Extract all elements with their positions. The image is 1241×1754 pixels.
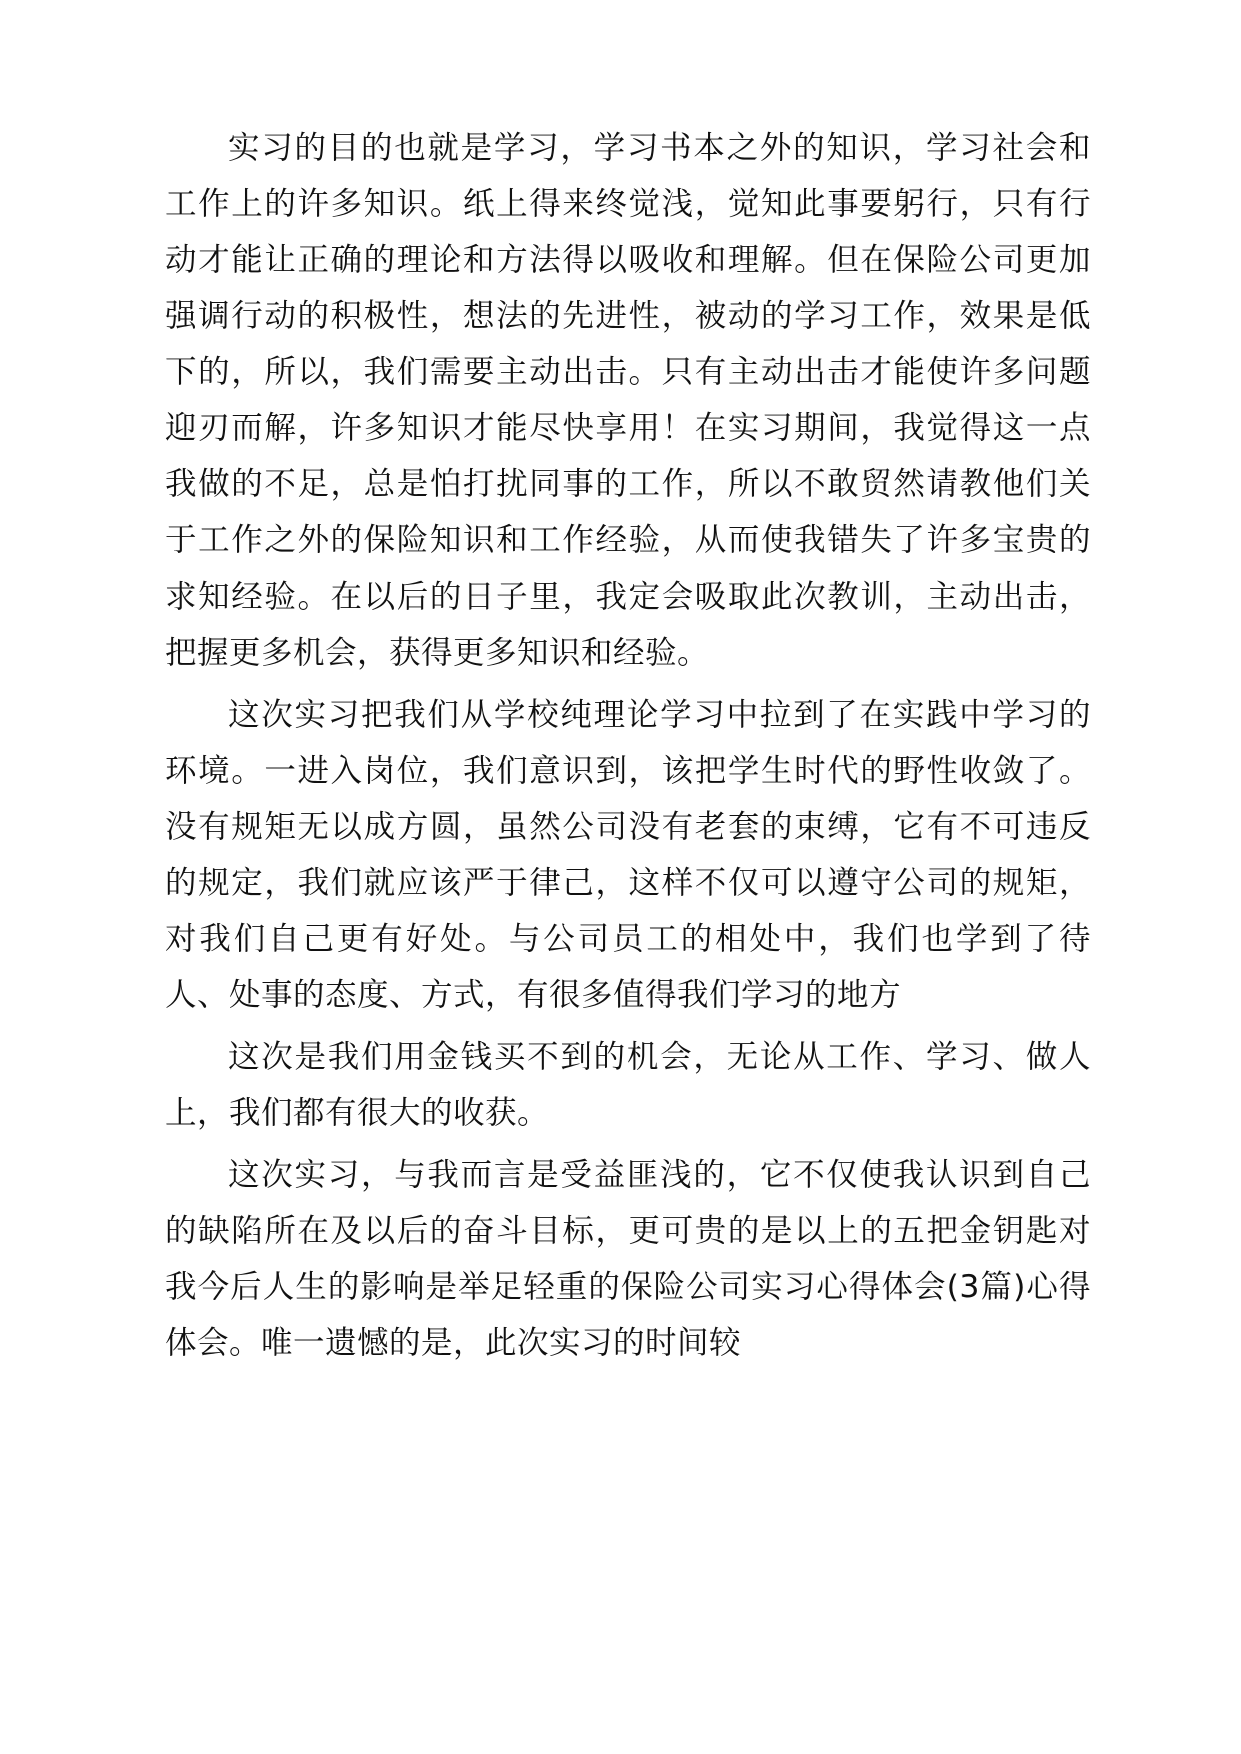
paragraph: 实习的目的也就是学习，学习书本之外的知识，学习社会和工作上的许多知识。纸上得来终觉浅，觉知此事要躬行，只有行动才能让正确的理论和方法得以吸收和理解。但在保险公司更加强调行动的积极性，想法的先进性，被动的学习工作，效果是低下的，所以，我们需要主动出击。只有主动出击才能使许多问题迎刃而解，许多知识才能尽快享用！在实习期间，我觉得这一点我做的不足，总是怕打扰同事的工作，所以不敢贸然请教他们关于工作之外的保险知识和工作经验，从而使我错失了许多宝贵的求知经验。在以后的日子里，我定会吸取此次教训，主动出击，把握更多机会，获得更多知识和经验。 xyxy=(165,130,1091,671)
paragraph: 这次实习，与我而言是受益匪浅的，它不仅使我认识到自己的缺陷所在及以后的奋斗目标，更可贵的是以上的五把金钥匙对我今后人生的影响是举足轻重的保险公司实习心得体会(3篇)心得体会。唯一遗憾的是，此次实习的时间较 xyxy=(165,1157,1091,1362)
paragraph: 这次实习把我们从学校纯理论学习中拉到了在实践中学习的环境。一进入岗位，我们意识到，该把学生时代的野性收敛了。没有规矩无以成方圆，虽然公司没有老套的束缚，它有不可违反的规定，我们就应该严于律己，这样不仅可以遵守公司的规矩，对我们自己更有好处。与公司员工的相处中，我们也学到了待人、处事的态度、方式，有很多值得我们学习的地方 xyxy=(165,696,1091,1013)
paragraph: 这次是我们用金钱买不到的机会，无论从工作、学习、做人上，我们都有很大的收获。 xyxy=(165,1039,1091,1132)
document-body xyxy=(165,120,1091,1371)
